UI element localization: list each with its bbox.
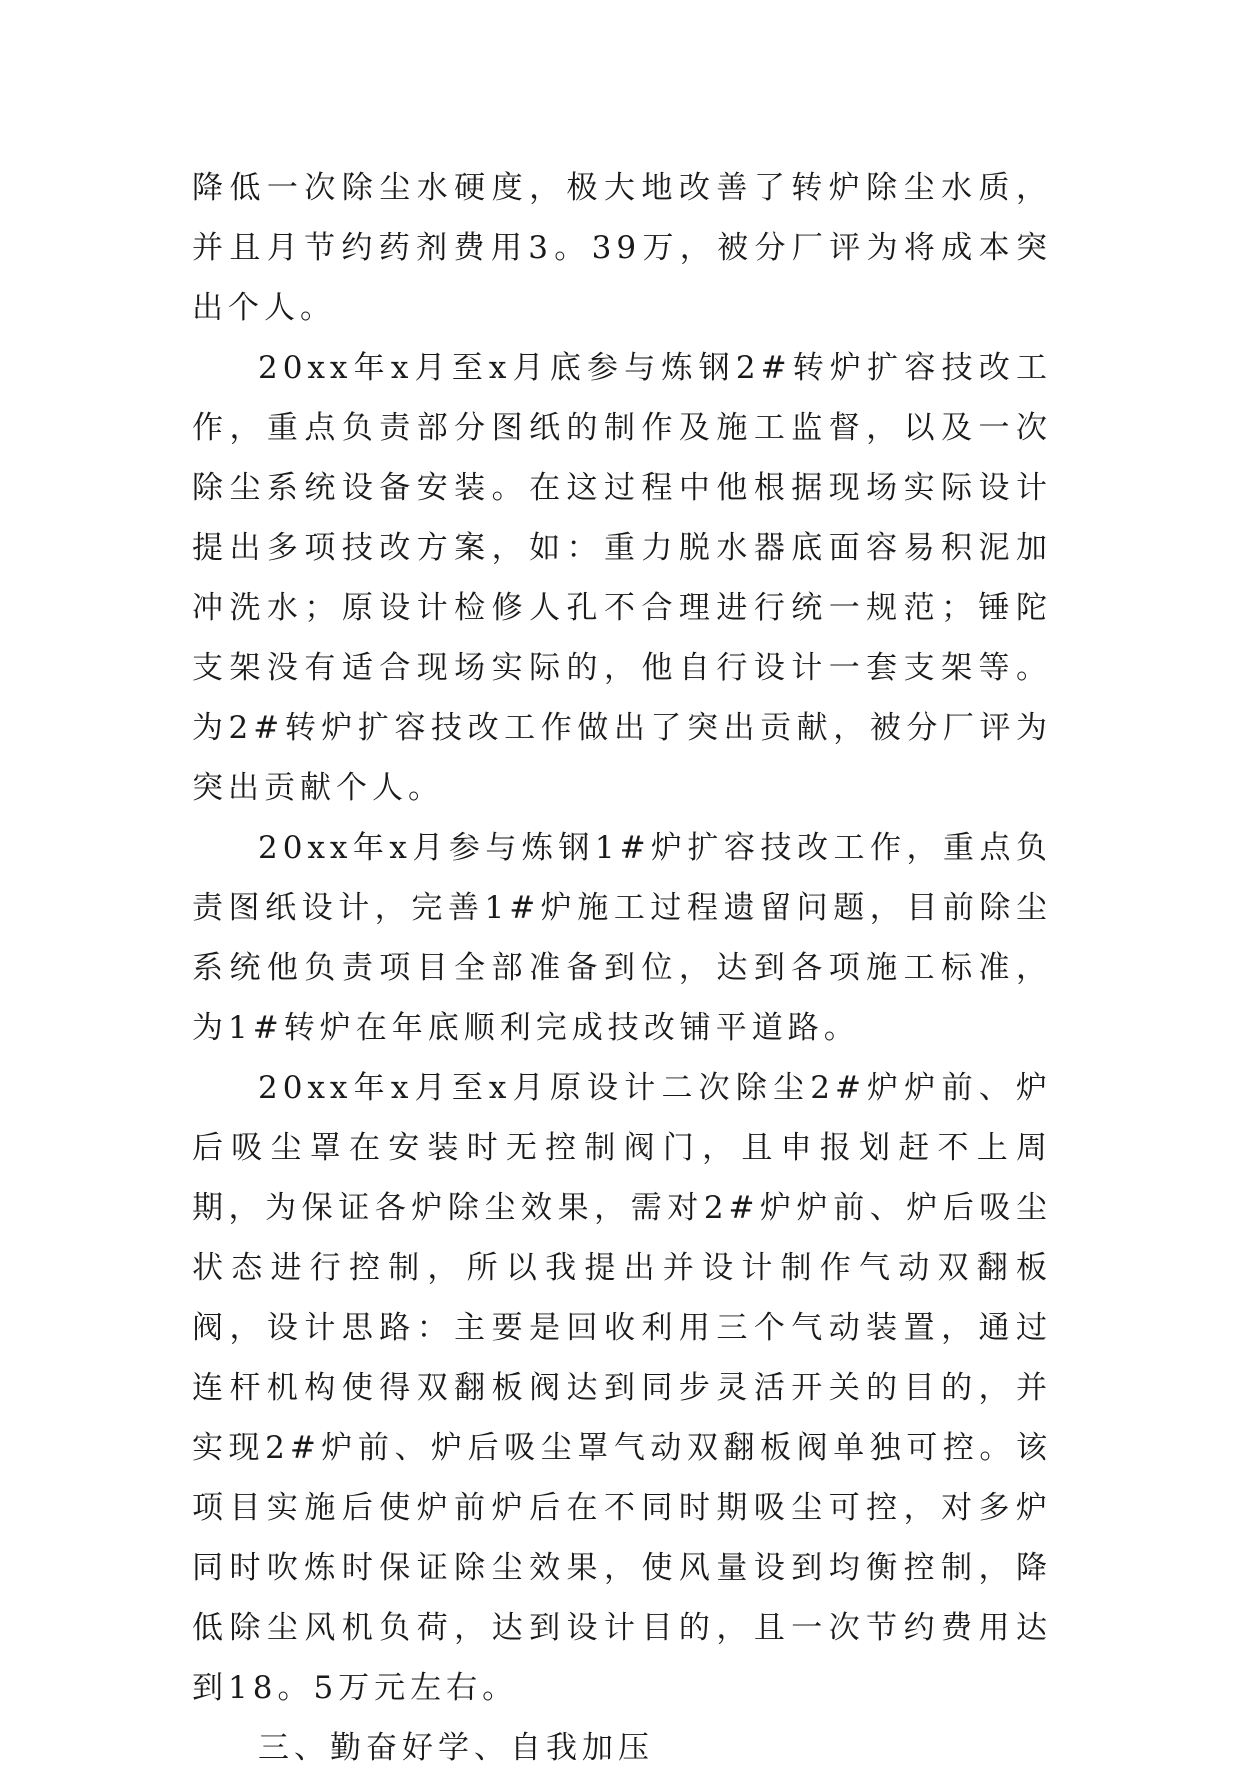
paragraph-secondary-dust-removal: 20xx年x月至x月原设计二次除尘2#炉炉前、炉后吸尘罩在安装时无控制阀门，且申报划赶不上周期，为保证各炉除尘效果，需对2#炉炉前、炉后吸尘状态进行控制，所以我提出并设计制作气动双翻板阀，设计思路：主要是回收利用三个气动装置，通过连杆机构使得双翻板阀达到同步灵活开关的目的，并实现2#炉前、炉后吸尘罩气动双翻板阀单独可控。该项目实施后使炉前炉后在不同时期吸尘可控，对多炉同时吹炼时保证除尘效果，使风量设到均衡控制，降低除尘风机负荷，达到设计目的，且一次节约费用达到18。5万元左右。 [192, 1070, 1052, 1706]
paragraph-1-converter-upgrade: 20xx年x月参与炼钢1#炉扩容技改工作，重点负责图纸设计，完善1#炉施工过程遗留问题，目前除尘系统他负责项目全部准备到位，达到各项施工标准，为1#转炉在年底顺利完成技改铺平道路。 [192, 830, 1052, 1046]
paragraph-continuation: 降低一次除尘水硬度，极大地改善了转炉除尘水质，并且月节约药剂费用3。39万，被分厂评为将成本突出个人。 [192, 170, 1052, 326]
section-heading: 三、勤奋好学、自我加压 [258, 1730, 654, 1766]
paragraph-2-converter-upgrade: 20xx年x月至x月底参与炼钢2#转炉扩容技改工作，重点负责部分图纸的制作及施工监督，以及一次除尘系统设备安装。在这过程中他根据现场实际设计提出多项技改方案，如：重力脱水器底面容易积泥加冲洗水；原设计检修人孔不合理进行统一规范；锤陀支架没有适合现场实际的，他自行设计一套支架等。为2#转炉扩容技改工作做出了突出贡献，被分厂评为突出贡献个人。 [192, 350, 1052, 806]
document-body [192, 158, 1052, 1778]
